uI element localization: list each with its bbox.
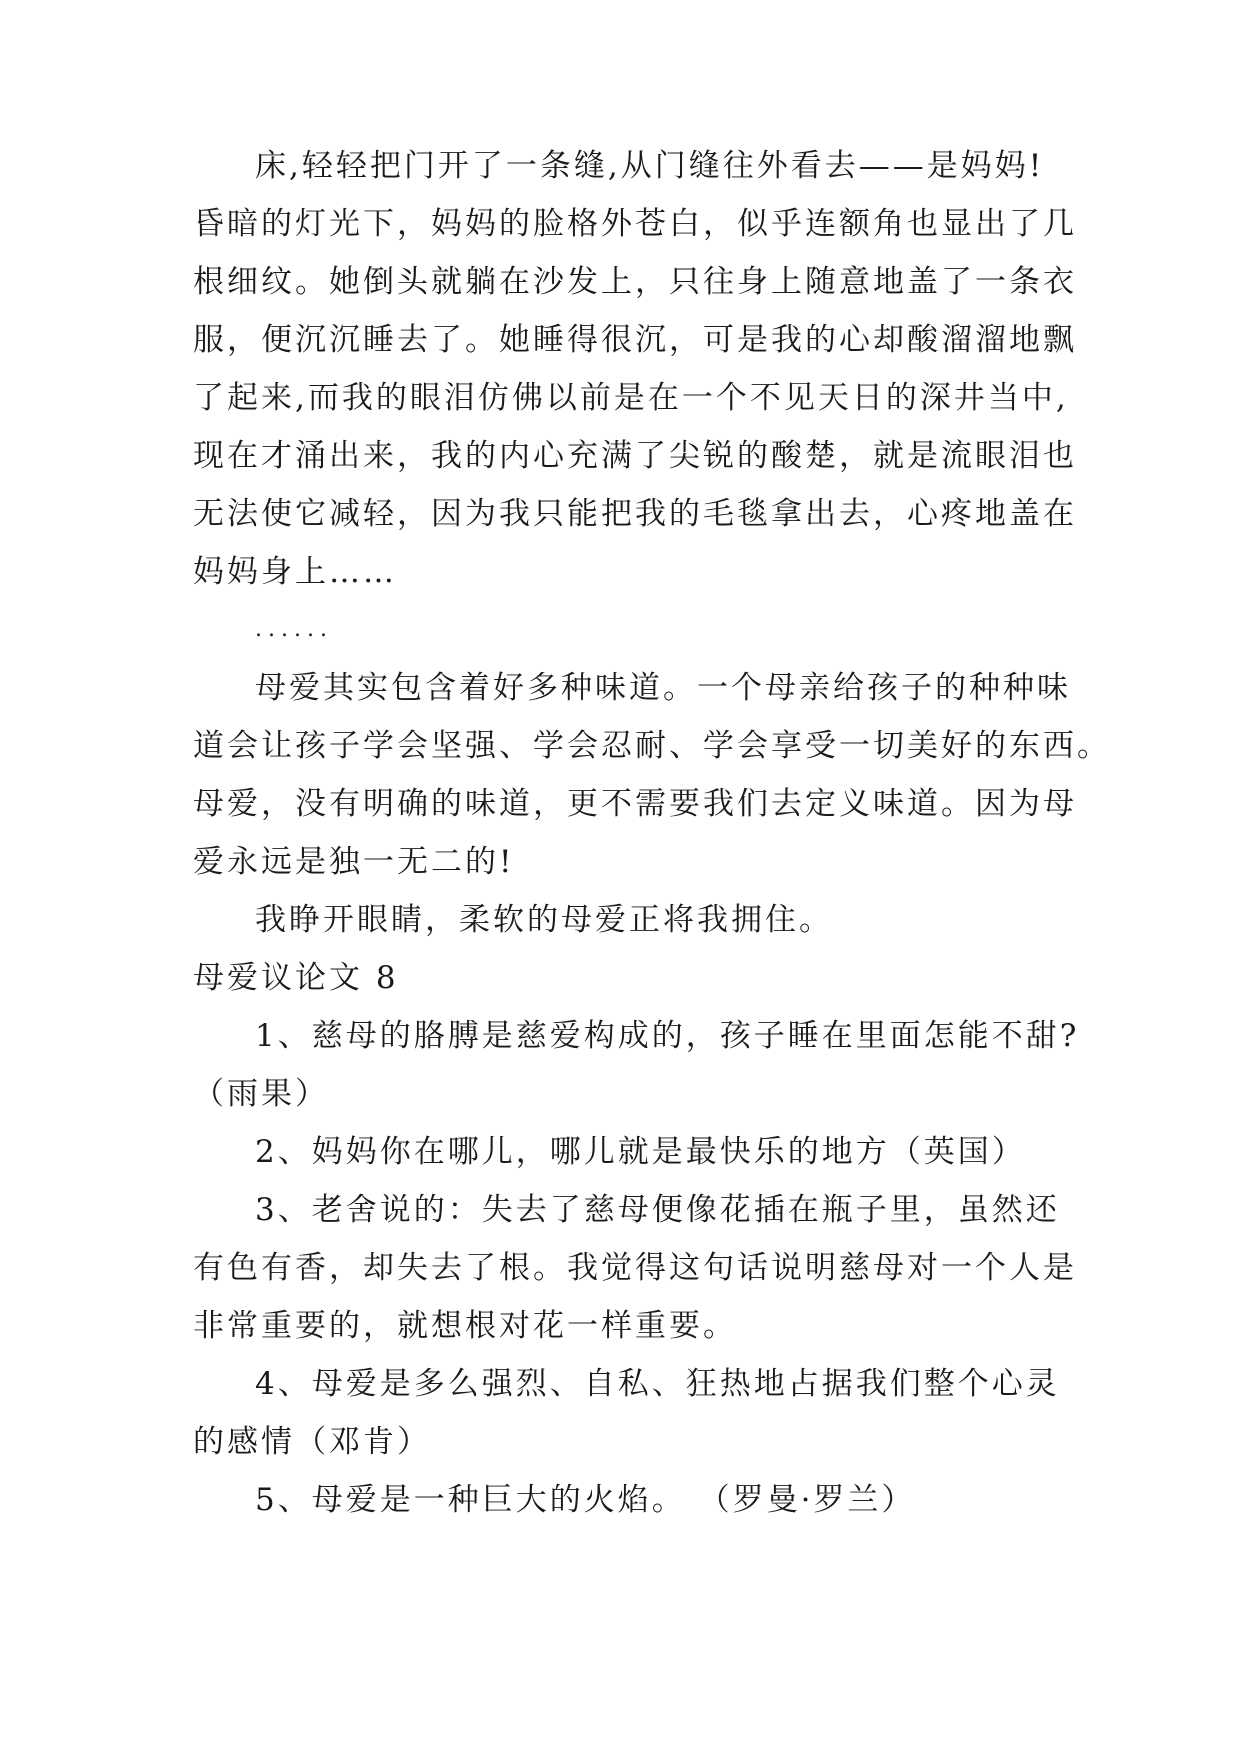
text-line: 道会让孩子学会坚强、学会忍耐、学会享受一切美好的东西。 xyxy=(193,728,1111,764)
text-line: 妈妈身上…… xyxy=(193,554,397,590)
quote-item: 4、母爱是多么强烈、自私、狂热地占据我们整个心灵 xyxy=(255,1366,1060,1402)
text-line: 有色有香，却失去了根。我觉得这句话说明慈母对一个人是 xyxy=(193,1250,1077,1286)
text-line: 我睁开眼睛，柔软的母爱正将我拥住。 xyxy=(255,902,833,938)
text-line: 母爱，没有明确的味道，更不需要我们去定义味道。因为母 xyxy=(193,786,1077,822)
quote-item: 3、老舍说的：失去了慈母便像花插在瓶子里，虽然还 xyxy=(255,1192,1060,1228)
quote-item: 5、母爱是一种巨大的火焰。 （罗曼·罗兰） xyxy=(255,1482,916,1518)
text-line: 根细纹。她倒头就躺在沙发上，只往身上随意地盖了一条衣 xyxy=(193,264,1077,300)
text-line: 昏暗的灯光下，妈妈的脸格外苍白，似乎连额角也显出了几 xyxy=(193,206,1077,242)
text-line: 非常重要的，就想根对花一样重要。 xyxy=(193,1308,737,1344)
quote-attribution: （雨果） xyxy=(193,1076,329,1112)
text-line: 母爱其实包含着好多种味道。一个母亲给孩子的种种味 xyxy=(255,670,1071,706)
text-line: 服，便沉沉睡去了。她睡得很沉，可是我的心却酸溜溜地飘 xyxy=(193,322,1077,358)
text-line: 爱永远是独一无二的! xyxy=(193,844,515,880)
text-line: 的感情（邓肯） xyxy=(193,1424,431,1460)
text-line: 无法使它减轻，因为我只能把我的毛毯拿出去，心疼地盖在 xyxy=(193,496,1077,532)
quote-item: 1、慈母的胳膊是慈爱构成的，孩子睡在里面怎能不甜? xyxy=(255,1018,1080,1054)
text-line: 床,轻轻把门开了一条缝,从门缝往外看去——是妈妈! xyxy=(255,148,1045,184)
ellipsis-separator: ...... xyxy=(255,617,333,642)
text-line: 现在才涌出来，我的内心充满了尖锐的酸楚，就是流眼泪也 xyxy=(193,438,1077,474)
document-body xyxy=(193,137,1111,1529)
text-line: 了起来,而我的眼泪仿佛以前是在一个不见天日的深井当中, xyxy=(193,380,1069,416)
section-heading: 母爱议论文 8 xyxy=(193,960,399,996)
quote-item: 2、妈妈你在哪儿，哪儿就是最快乐的地方（英国） xyxy=(255,1134,1026,1170)
